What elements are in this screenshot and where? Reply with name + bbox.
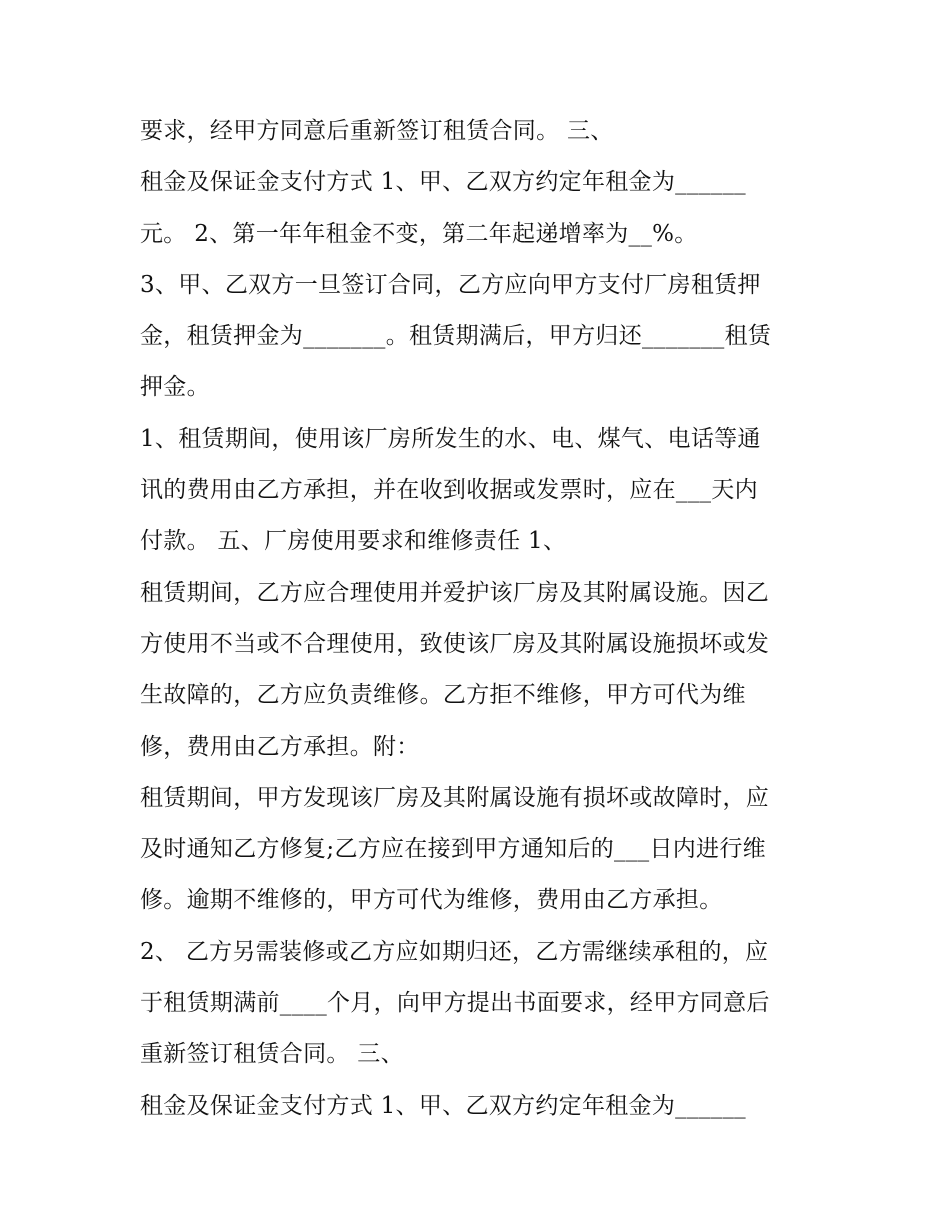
text-line-17: 2、 乙方另需装修或乙方应如期归还，乙方需继续承租的，应 [140, 938, 769, 965]
text-line-4: 3、甲、乙双方一旦签订合同，乙方应向甲方支付厂房租赁押 [140, 271, 761, 298]
text-line-12: 生故障的，乙方应负责维修。乙方拒不维修，甲方可代为维 [140, 682, 746, 709]
text-line-20: 租金及保证金支付方式 1、甲、乙双方约定年租金为______ [140, 1092, 746, 1119]
text-line-11: 方使用不当或不合理使用，致使该厂房及其附属设施损坏或发 [140, 630, 770, 657]
text-line-5: 金，租赁押金为_______。租赁期满后，甲方归还_______租赁 [140, 323, 772, 350]
text-line-2: 租金及保证金支付方式 1、甲、乙双方约定年租金为______ [140, 169, 746, 196]
text-line-10: 租赁期间，乙方应合理使用并爱护该厂房及其附属设施。因乙 [140, 579, 770, 606]
text-line-9: 付款。 五、厂房使用要求和维修责任 1、 [140, 528, 567, 555]
document-body [140, 106, 820, 1132]
text-line-1: 要求，经甲方同意后重新签订租赁合同。 三、 [140, 118, 614, 144]
text-line-7: 1、租赁期间，使用该厂房所发生的水、电、煤气、电话等通 [140, 425, 761, 452]
text-line-18: 于租赁期满前____个月，向甲方提出书面要求，经甲方同意后 [140, 990, 770, 1017]
text-line-16: 修。逾期不维修的，甲方可代为维修，费用由乙方承担。 [140, 887, 723, 914]
text-line-3: 元。 2、第一年年租金不变，第二年起递增率为__%。 [140, 220, 698, 247]
text-line-13: 修，费用由乙方承担。附： [140, 733, 420, 760]
text-line-6: 押金。 [140, 374, 210, 401]
text-line-14: 租赁期间，甲方发现该厂房及其附属设施有损坏或故障时，应 [140, 784, 770, 811]
text-line-15: 及时通知乙方修复;乙方应在接到甲方通知后的___日内进行维 [140, 836, 766, 863]
text-line-19: 重新签订租赁合同。 三、 [140, 1041, 404, 1068]
text-line-8: 讯的费用由乙方承担，并在收到收据或发票时，应在___天内 [140, 477, 758, 504]
